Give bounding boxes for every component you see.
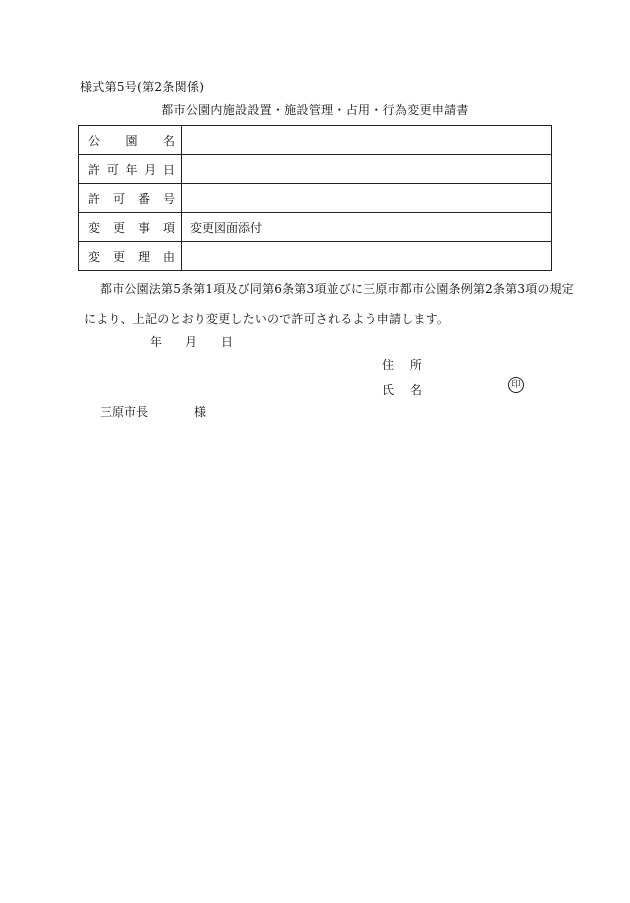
permit-number-field[interactable] — [182, 184, 552, 213]
application-table — [78, 125, 552, 271]
label-char: 許 — [88, 162, 101, 177]
label-char: 園 — [125, 133, 138, 148]
name-label — [382, 381, 422, 398]
label-char: 名 — [409, 383, 422, 397]
date-month-label: 月 — [185, 335, 198, 349]
label-char: 項 — [162, 220, 175, 235]
row-label-permit-date — [79, 155, 182, 184]
addressee-mayor: 三原市長 — [100, 405, 149, 419]
table-row — [79, 242, 552, 271]
label-char: 住 — [382, 358, 395, 372]
form-number: 様式第5号(第2条関係) — [80, 80, 205, 94]
table-row — [79, 155, 552, 184]
label-char: 変 — [88, 249, 101, 264]
row-label-park-name — [79, 126, 182, 155]
document-title: 都市公園内施設設置・施設管理・占用・行為変更申請書 — [161, 103, 469, 117]
row-label-change-items — [79, 213, 182, 242]
label-char: 許 — [88, 191, 101, 206]
label-char: 年 — [125, 162, 138, 177]
label-char: 由 — [162, 249, 175, 264]
change-items-field[interactable]: 変更図面添付 — [182, 213, 552, 242]
address-label — [382, 356, 422, 373]
row-label-permit-number — [79, 184, 182, 213]
label-char: 更 — [112, 249, 125, 264]
label-char: 理 — [137, 249, 150, 264]
label-char: 事 — [137, 220, 150, 235]
row-label-change-reason — [79, 242, 182, 271]
label-char: 月 — [144, 162, 157, 177]
park-name-field[interactable] — [182, 126, 552, 155]
label-char: 更 — [112, 220, 125, 235]
table-row — [79, 213, 552, 242]
change-reason-field[interactable] — [182, 242, 552, 271]
table-row — [79, 126, 552, 155]
label-char: 可 — [112, 191, 125, 206]
honorific-sama: 様 — [194, 405, 207, 419]
seal-mark: 印 — [508, 377, 524, 393]
date-year-label: 年 — [150, 335, 163, 349]
label-char: 所 — [409, 358, 422, 372]
label-char: 番 — [137, 191, 150, 206]
date-day-label: 日 — [221, 335, 234, 349]
label-char: 公 — [88, 133, 101, 148]
label-char: 可 — [106, 162, 119, 177]
application-statement-line2: により、上記のとおり変更したいので許可されるよう申請します。 — [84, 312, 450, 326]
application-statement-line1: 都市公園法第5条第1項及び同第6条第3項並びに三原市都市公園条例第2条第3項の規定 — [100, 282, 575, 296]
label-char: 変 — [88, 220, 101, 235]
table-row — [79, 184, 552, 213]
label-char: 日 — [162, 162, 175, 177]
label-char: 名 — [162, 133, 175, 148]
label-char: 氏 — [382, 383, 395, 397]
permit-date-field[interactable] — [182, 155, 552, 184]
label-char: 号 — [162, 191, 175, 206]
